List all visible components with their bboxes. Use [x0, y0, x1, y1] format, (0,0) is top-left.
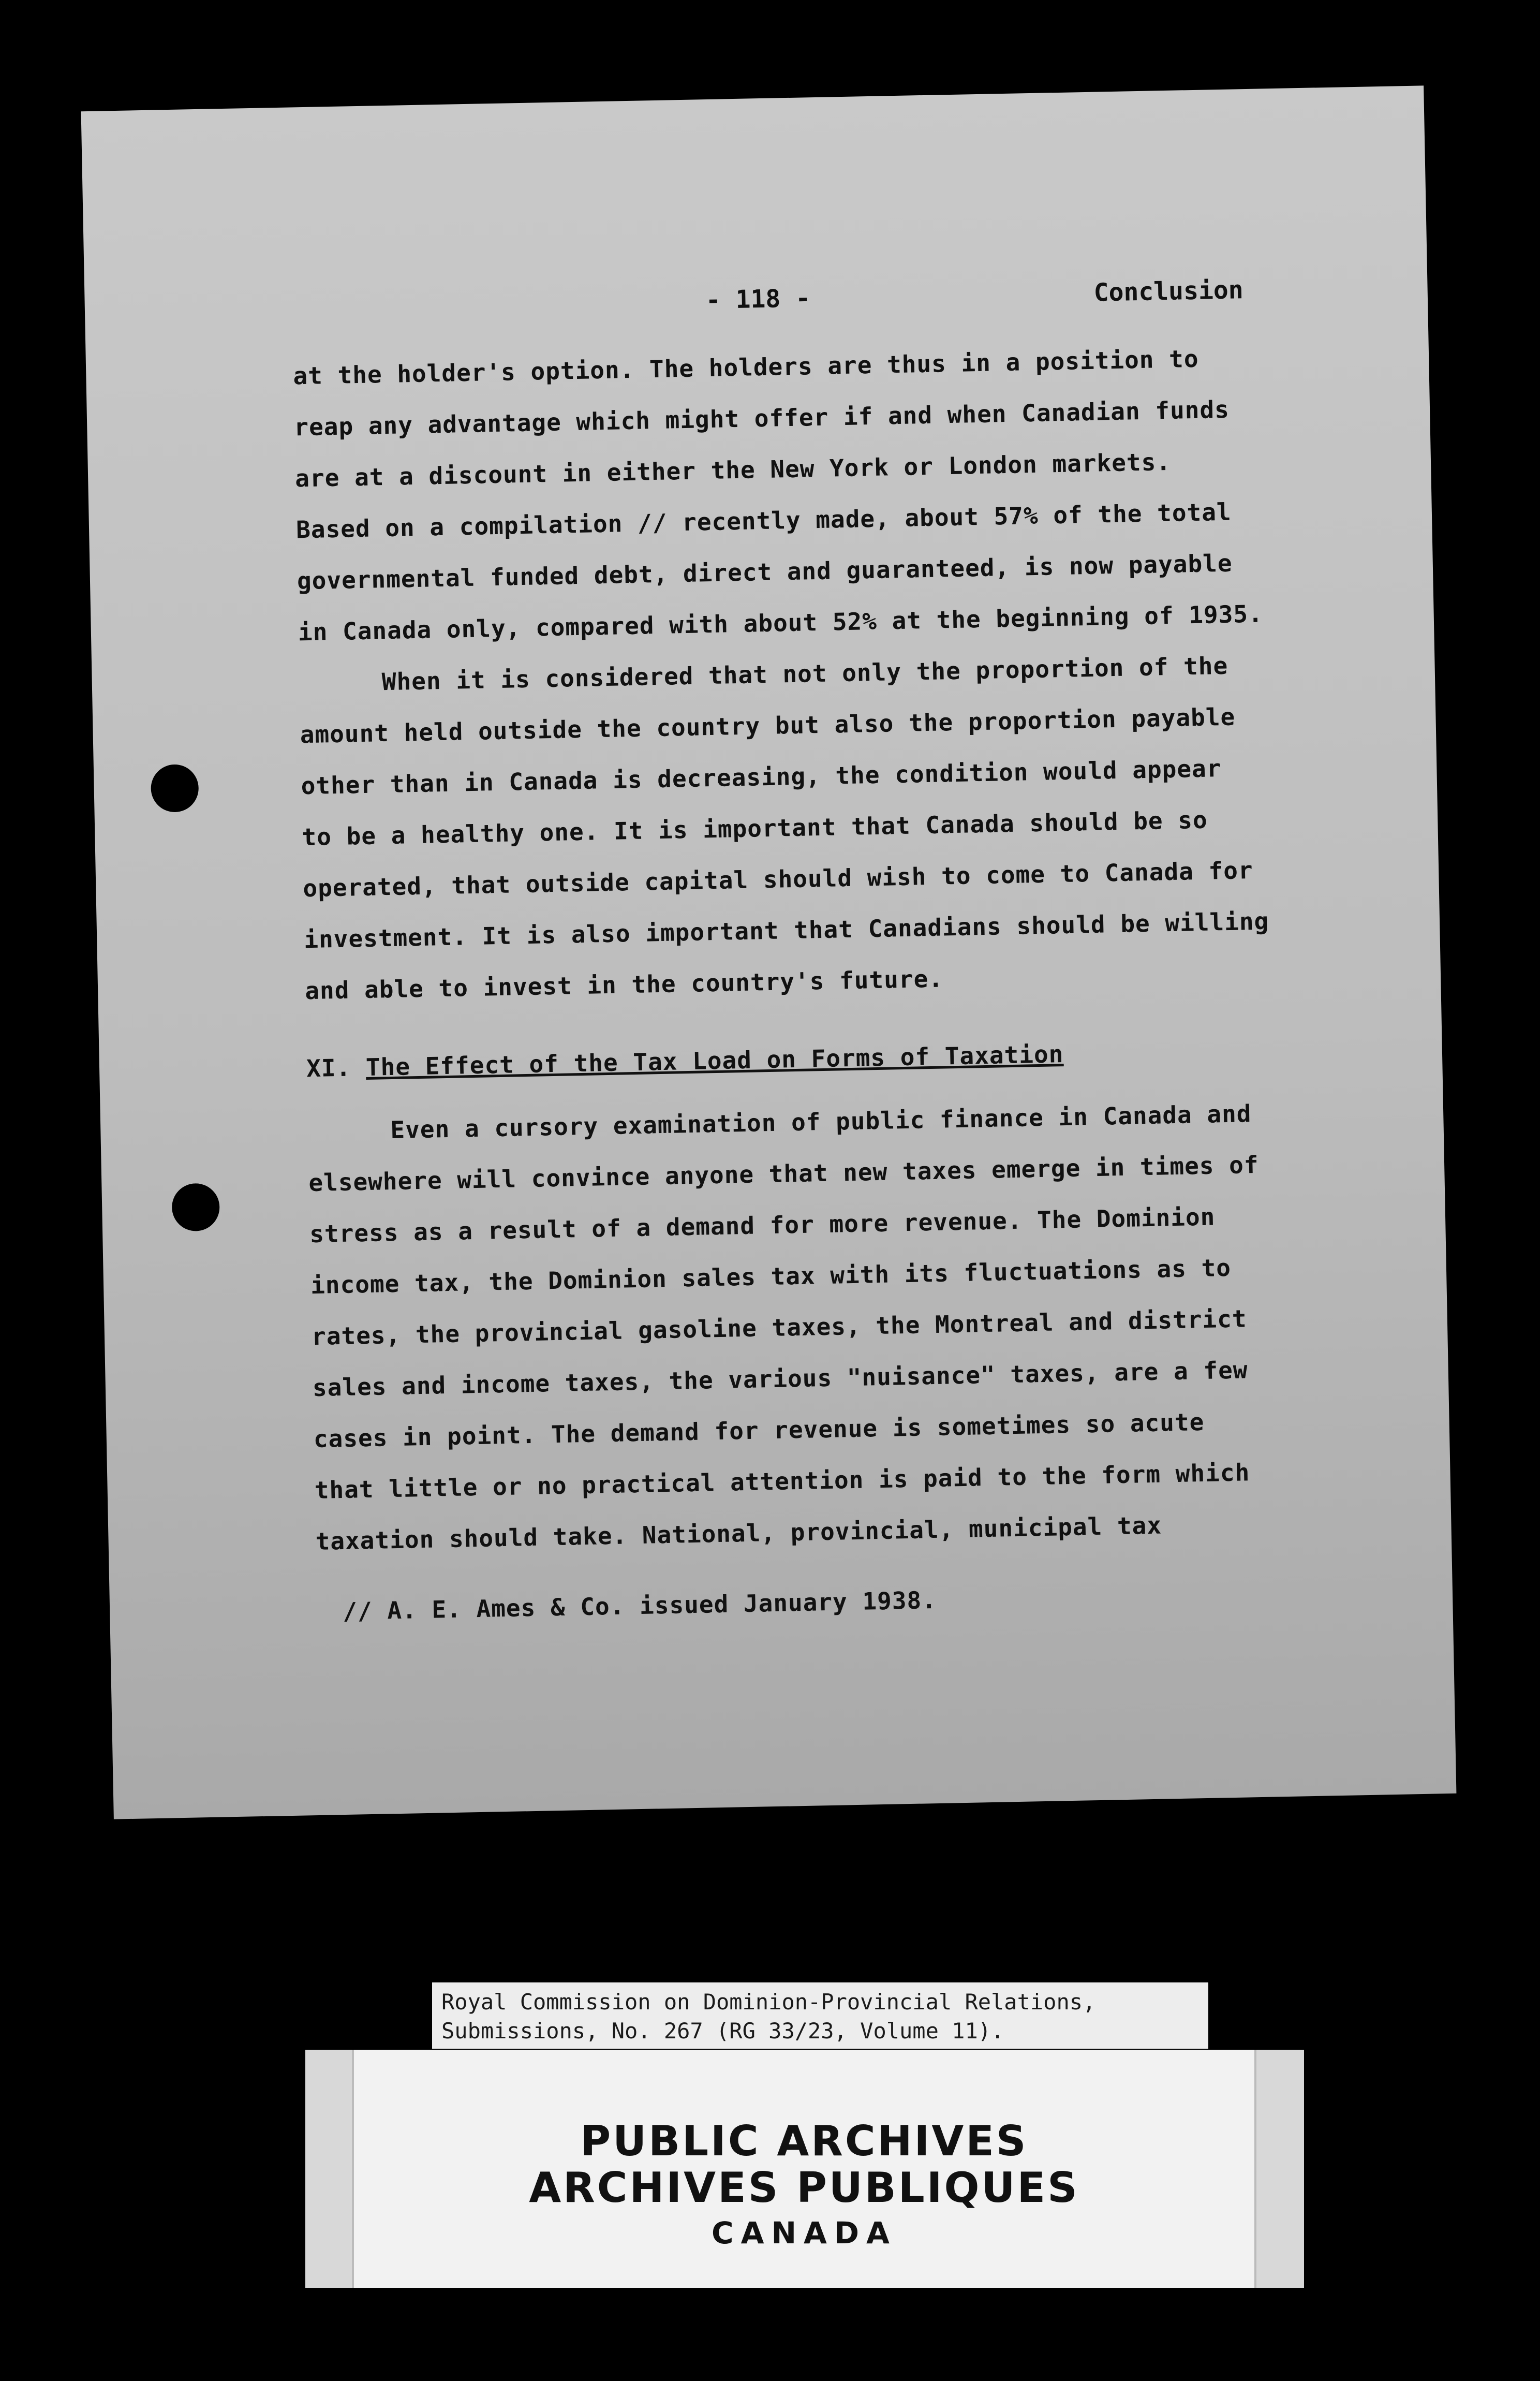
- stamp-line-country: CANADA: [712, 2215, 897, 2251]
- citation-label: [432, 1982, 1208, 2049]
- text-line: reap any advantage which might offer if and when Canadian funds: [293, 395, 1230, 442]
- section-number: XI.: [306, 1053, 351, 1083]
- text-line: When it is considered that not only the proportion of the: [381, 651, 1228, 696]
- text-line: to be a healthy one. It is important that Canada should be so: [302, 805, 1208, 851]
- text-line: sales and income taxes, the various "nuisance" taxes, are a few: [312, 1356, 1248, 1402]
- punch-hole: [171, 1183, 220, 1231]
- text-line: are at a discount in either the New York or London markets.: [294, 447, 1172, 493]
- page-header: [84, 272, 1428, 329]
- text-line: investment. It is also important that Canadians should be willing: [303, 907, 1269, 954]
- section-heading: [306, 1040, 1064, 1082]
- text-line: amount held outside the country but also the proportion payable: [300, 702, 1236, 749]
- text-line: rates, the provincial gasoline taxes, the Montreal and district: [311, 1304, 1248, 1351]
- text-line: Even a cursory examination of public finance in Canada and: [390, 1099, 1252, 1144]
- text-line: and able to invest in the country's future.: [304, 964, 944, 1005]
- stamp-card-face: [352, 2050, 1256, 2288]
- section-label: Conclusion: [1093, 275, 1244, 307]
- citation-line: Royal Commission on Dominion-Provincial Relations,: [441, 1989, 1096, 2015]
- citation-line: Submissions, No. 267 (RG 33/23, Volume 11).: [441, 2018, 1004, 2044]
- text-line: other than in Canada is decreasing, the condition would appear: [301, 754, 1222, 800]
- section-title: The Effect of the Tax Load on Forms of Taxation: [365, 1040, 1064, 1081]
- text-line: taxation should take. National, provincial, municipal tax: [315, 1511, 1162, 1556]
- body-text-bottom: [307, 1086, 1377, 1567]
- stamp-line-english: PUBLIC ARCHIVES: [580, 2117, 1028, 2165]
- text-line: governmental funded debt, direct and guaranteed, is now payable: [297, 549, 1233, 595]
- archives-stamp: [305, 2050, 1304, 2288]
- text-line: Based on a compilation // recently made, about 57% of the total: [295, 497, 1232, 544]
- text-line: that little or no practical attention is paid to the form which: [314, 1458, 1250, 1505]
- text-line: elsewhere will convince anyone that new taxes emerge in times of: [308, 1150, 1259, 1197]
- text-line: in Canada only, compared with about 52% at the beginning of 1935.: [298, 599, 1264, 646]
- page-number: - 118 -: [705, 284, 811, 315]
- punch-hole: [151, 764, 199, 813]
- text-line: at the holder's option. The holders are thus in a position to: [292, 344, 1200, 390]
- text-line: operated, that outside capital should wish to come to Canada for: [302, 856, 1254, 903]
- text-line: stress as a result of a demand for more revenue. The Dominion: [309, 1202, 1216, 1248]
- document-page: [81, 85, 1457, 1819]
- stamp-line-french: ARCHIVES PUBLIQUES: [529, 2164, 1079, 2212]
- text-line: cases in point. The demand for revenue is sometimes so acute: [313, 1408, 1205, 1453]
- footnote: // A. E. Ames & Co. issued January 1938.: [342, 1586, 937, 1626]
- body-text-top: [293, 330, 1366, 1017]
- text-line: income tax, the Dominion sales tax with its fluctuations as to: [310, 1253, 1232, 1300]
